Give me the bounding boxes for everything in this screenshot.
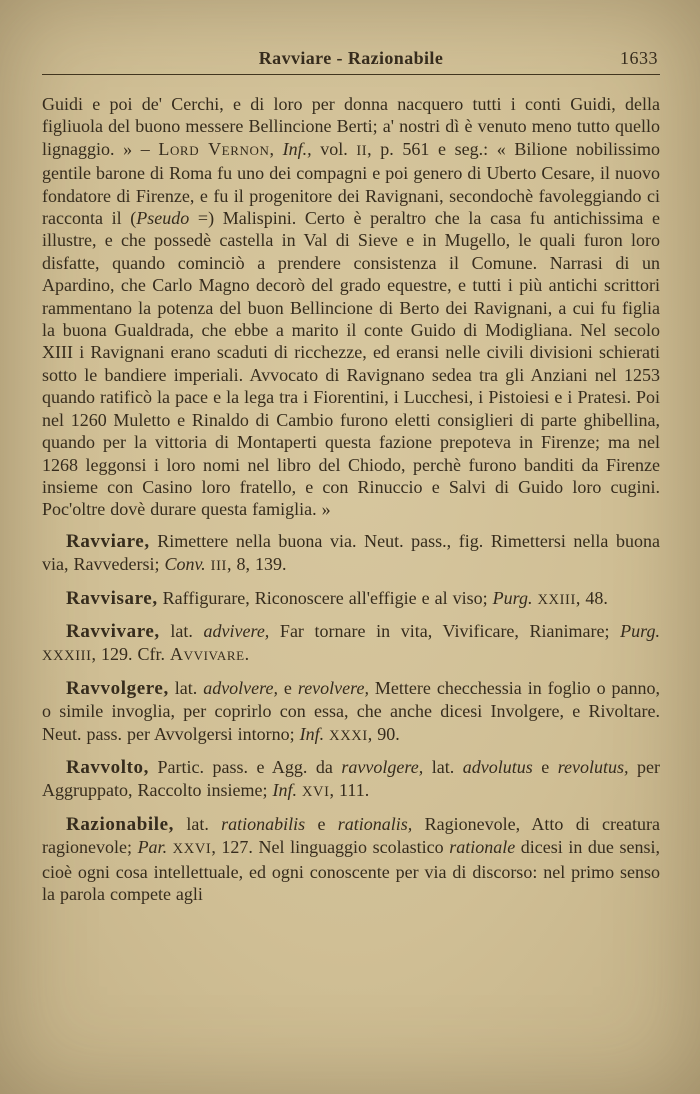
text-segment: , 48. [575, 587, 608, 608]
text-segment: e [305, 813, 338, 834]
text-segment: Far tornare in vita, Vivificare, Rianimare; [269, 620, 621, 641]
text-segment: Mettere checchessia in foglio o panno, o simile invoglia, per coprirlo con essa, che anche dicesi Involgere, e Rivoltare. Neut. pass. per Avvolgersi intorno; [42, 677, 661, 744]
text-segment: Lord Vernon [158, 138, 270, 159]
entry-ravvolto [42, 756, 660, 804]
entry-headword: Ravvivare, [66, 620, 160, 642]
text-segment: lat. [159, 620, 204, 641]
text-segment: . [244, 644, 250, 665]
text-segment: rationabilis [221, 813, 306, 834]
text-segment: , 127. Nel linguaggio scolastico [211, 837, 450, 858]
text-segment: , 111. [329, 780, 370, 801]
text-segment: Inf. [272, 780, 297, 801]
text-segment: Partic. pass. e Agg. da [148, 756, 342, 777]
text-segment: advivere, [203, 620, 270, 641]
entry-headword: Ravvolgere, [66, 677, 169, 699]
entry-razionabile [42, 813, 660, 906]
text-segment: Guidi e poi de' Cerchi, e di loro per donna nacquero tutti i conti Guidi, della figliuola del buono messere Bellincione Berti; a' nostri dì è venuto meno tutto quello lignaggio. » – [42, 94, 660, 159]
text-segment: Avvivare [170, 644, 245, 665]
text-segment: XXIII [537, 591, 576, 608]
text-segment: advolvere, [203, 677, 278, 698]
text-segment: Rimettere nella buona via. Neut. pass., fig. Rimettersi nella buona via, Ravvedersi; [42, 530, 660, 575]
entry-ravvivare [42, 620, 660, 668]
page-title: Ravviare - Razionabile [258, 48, 444, 68]
text-segment: rationalis, [337, 813, 413, 834]
text-segment: dicesi in due sensi, cioè ogni cosa intellettuale, ed ogni conoscente per via di discorso: nel primo senso la parola compete agli [42, 837, 661, 904]
text-segment: ravvolgere, [341, 756, 424, 777]
text-segment: II [356, 142, 368, 159]
text-segment: Inf., [282, 138, 312, 159]
continuation-ravignani [42, 93, 660, 521]
text-segment: , p. 561 e seg.: « Bilione nobilissimo gentile barone di Roma fu uno dei compagni e poi genero di Uberto Cesare, il nuovo fondatore di Firenze, e fu il progenitore dei Ravignani, secondochè favoleggiando ci racconta il ( [42, 138, 660, 229]
text-segment: Purg. [620, 620, 660, 641]
text-segment: , 90. [367, 723, 400, 744]
text-segment: XXXIII [42, 648, 92, 665]
entry-headword: Ravvisare, [66, 587, 158, 609]
page-number: 1633 [620, 48, 658, 68]
text-segment: vol. [311, 138, 357, 159]
text-segment: XXVI [172, 841, 212, 858]
text-segment: Raffigurare, Riconoscere all'effigie e al viso; [157, 587, 493, 608]
entry-ravvolgere [42, 677, 660, 747]
text-segment: e [532, 756, 558, 777]
text-segment: Inf. [299, 723, 325, 744]
entry-ravviare [42, 530, 660, 578]
entry-headword: Ravvolto, [66, 756, 149, 778]
text-segment: Conv. [164, 554, 206, 575]
text-segment: lat. [174, 813, 222, 834]
text-segment: revolutus, [557, 756, 629, 777]
text-segment: XVI [301, 784, 330, 801]
text-segment: revolvere, [297, 677, 369, 698]
text-body [42, 93, 660, 905]
text-segment: lat. [168, 677, 204, 698]
running-head [42, 48, 660, 72]
entry-headword: Razionabile, [66, 813, 175, 835]
text-segment: per Aggruppato, Raccolto insieme; [42, 756, 661, 801]
text-segment: Ragionevole, Atto di creatura ragionevole; [42, 813, 660, 858]
text-segment: , [269, 138, 283, 159]
text-segment: advolutus [462, 756, 533, 777]
entry-ravvisare [42, 587, 660, 611]
text-segment: =) Malispini. Certo è peraltro che la casa fu antichissima e illustre, e che possedè castella in Val di Sieve e in Mugello, le quali furon loro disfatte, quando cominciò a prendere consistenza il Comune. Narrasi di un Apardino, che Carlo Magno decorò del grado equestre, e tutti i più antichi scrittori rammentano la potenza del buon Bellincione di Berto dei Ravignani, a cui fu figlia la buona Gualdrada, che ebbe a marito il conte Guido di Modigliana. Nel secolo XIII i Ravignani erano scaduti di ricchezze, ed eransi nelle civili divisioni schierati sotto le bandiere imperiali. Avvocato di Ravignano sedea tra gli Anziani nel 1253 quando ratificò la pace e la lega tra i Fiorentini, i Lucchesi, i Pistoiesi e i Pratesi. Poi nel 1260 Muletto e Rinaldo di Cambio furono eletti consiglieri di parte ghibellina, quando per la vittoria di Montaperti questa fazione prepoteva in Firenze; ma nel 1268 leggonsi i loro nomi nel libro del Chiodo, perchè furono banditi da Firenze insieme con Casino loro fratello, e con Rinuccio e Salvi di Guido loro cugini. Poc'oltre dovè durare questa famiglia. » [42, 208, 660, 520]
text-segment: XXXI [329, 727, 368, 744]
text-segment: Pseudo [136, 208, 190, 229]
text-segment: e [277, 677, 298, 698]
entry-headword: Ravviare, [66, 530, 150, 552]
text-segment: , 129. Cfr. [91, 644, 171, 665]
text-segment: lat. [423, 756, 463, 777]
text-segment: III [210, 558, 227, 575]
text-segment: rationale [449, 837, 516, 858]
header-rule [42, 74, 660, 75]
text-segment: , 8, 139. [226, 554, 287, 575]
text-segment: Purg. [492, 587, 533, 608]
text-segment: Par. [137, 837, 168, 858]
